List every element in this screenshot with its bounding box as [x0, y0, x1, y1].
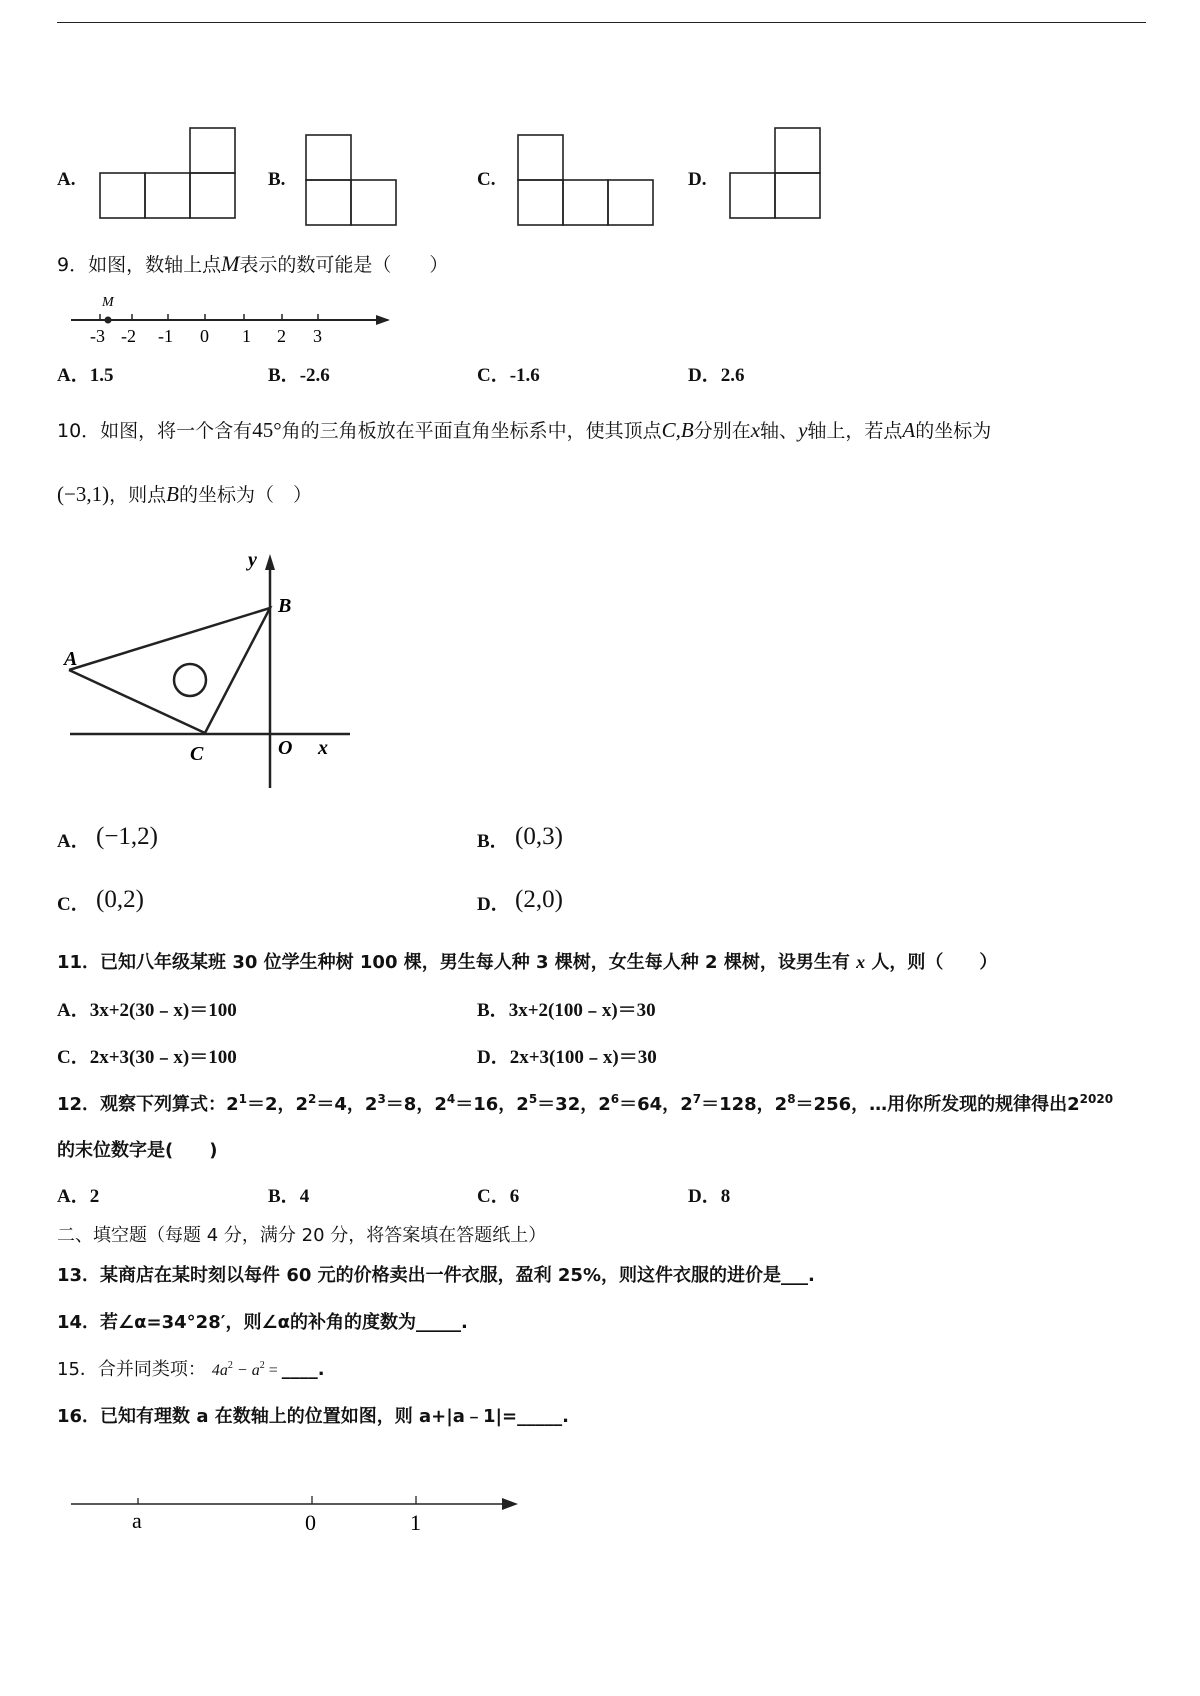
q12-stem-line2: 的末位数字是( ) [57, 1140, 218, 1161]
q9-tick-label: -1 [158, 326, 173, 346]
q10-option-a[interactable]: A． [57, 831, 90, 852]
q8-option-d-label[interactable]: D. [688, 169, 707, 190]
q10-stem-line2: (−3,1)，则点B的坐标为（ ） [57, 482, 312, 506]
q10-option-a-value: (−1,2) [96, 823, 158, 850]
q9-option-d[interactable]: D．2.6 [688, 365, 745, 386]
q10-option-d-value: (2,0) [515, 886, 563, 913]
section-heading: 二、填空题（每题 4 分，满分 20 分，将答案填在答题纸上） [57, 1225, 547, 1246]
q12-term: $2^2=4$， [295, 1092, 365, 1115]
q8-option-c-label[interactable]: C. [477, 169, 496, 190]
q9-point-m-dot [105, 317, 112, 324]
q9-stem: 9．如图，数轴上点M表示的数可能是（ ） [57, 251, 449, 276]
q9-option-a[interactable]: A．1.5 [57, 365, 114, 386]
q10-option-c-value: (0,2) [96, 886, 144, 913]
q15-text: 15．合并同类项： $4a^2 - a^2$ = ____. [57, 1359, 325, 1380]
q9-point-m-label: M [102, 295, 114, 310]
q8-option-a-figure [95, 125, 240, 225]
q12-option-d[interactable]: D．8 [688, 1186, 731, 1207]
q12-term: $2^4=16$， [434, 1092, 517, 1115]
q8-option-b-figure [303, 130, 403, 230]
q10-coordinate-figure [60, 548, 370, 798]
q9-number-line [68, 290, 398, 350]
q8-option-a-label[interactable]: A. [57, 169, 76, 190]
q10-x-axis-label: x [318, 737, 328, 759]
q10-point-b-label: B [278, 595, 292, 617]
q12-term: $2^5=32$， [516, 1092, 599, 1115]
q12-option-c[interactable]: C．6 [477, 1186, 520, 1207]
q10-option-b-value: (0,3) [515, 823, 563, 850]
q10-option-b[interactable]: B． [477, 831, 509, 852]
q14-text: 14．若∠α=34°28′，则∠α的补角的度数为_____. [57, 1312, 468, 1333]
q9-tick-label: 1 [242, 326, 251, 346]
q12-option-a[interactable]: A．2 [57, 1186, 100, 1207]
q12-term: $2^1=2$， [226, 1092, 296, 1115]
q11-stem: 11．已知八年级某班 30 位学生种树 100 棵，男生每人种 3 棵树，女生每人种 2 棵树，设男生有 x 人，则（ ） [57, 952, 998, 973]
q9-tick-label: 3 [313, 326, 322, 346]
header-rule [57, 22, 1146, 23]
q9-option-b[interactable]: B．-2.6 [268, 365, 330, 386]
q12-term: $2^7=128$， [680, 1092, 775, 1115]
q10-origin-label: O [278, 737, 293, 759]
q10-y-axis-label: y [248, 549, 257, 571]
q9-option-c[interactable]: C．-1.6 [477, 365, 540, 386]
q10-point-a-label: A [64, 648, 78, 670]
q9-tick-label: 2 [277, 326, 286, 346]
q10-stem-line1: 10．如图，将一个含有45°角的三角板放在平面直角坐标系中，使其顶点C,B分别在x轴、y轴上，若点A的坐标为 [57, 418, 992, 442]
q16-label-0: 0 [305, 1510, 316, 1535]
q12-term: $2^6=64$， [598, 1092, 681, 1115]
q8-option-b-label[interactable]: B. [268, 169, 286, 190]
q16-label-a: a [132, 1508, 142, 1533]
q16-label-1: 1 [410, 1510, 421, 1535]
q9-tick-label: -2 [121, 326, 136, 346]
q12-term: $2^8=256$， [774, 1092, 870, 1115]
q16-text: 16．已知有理数 a 在数轴上的位置如图，则 a+|a﹣1|=_____. [57, 1406, 569, 1427]
q12-stem-line1: 12．观察下列算式：$2^1=2$，$2^2=4$，$2^3=8$，$2^4=16$，$2^5=32$，$2^6=64$，$2^7=128$，$2^8=256$，…用你所发现的规律得出$2^{2020}$ [57, 1092, 1114, 1115]
q11-option-c[interactable]: C．2x+3(30﹣x)＝100 [57, 1047, 237, 1068]
q13-text: 13．某商店在某时刻以每件 60 元的价格卖出一件衣服，盈利 25%，则这件衣服的进价是___. [57, 1265, 815, 1286]
q9-tick-label: 0 [200, 326, 209, 346]
q11-option-d[interactable]: D．2x+3(100﹣x)＝30 [477, 1047, 657, 1068]
q8-option-c-figure [515, 130, 660, 230]
q12-term: $2^3=8$， [364, 1092, 435, 1115]
q10-option-c[interactable]: C． [57, 894, 90, 915]
q16-number-line [68, 1480, 528, 1540]
q9-tick-label: -3 [90, 326, 105, 346]
q8-option-d-figure [725, 125, 825, 225]
q10-point-c-label: C [190, 743, 204, 765]
q11-option-a[interactable]: A．3x+2(30﹣x)＝100 [57, 1000, 237, 1021]
q10-option-d[interactable]: D． [477, 894, 510, 915]
q11-option-b[interactable]: B．3x+2(100﹣x)＝30 [477, 1000, 656, 1021]
q12-option-b[interactable]: B．4 [268, 1186, 310, 1207]
